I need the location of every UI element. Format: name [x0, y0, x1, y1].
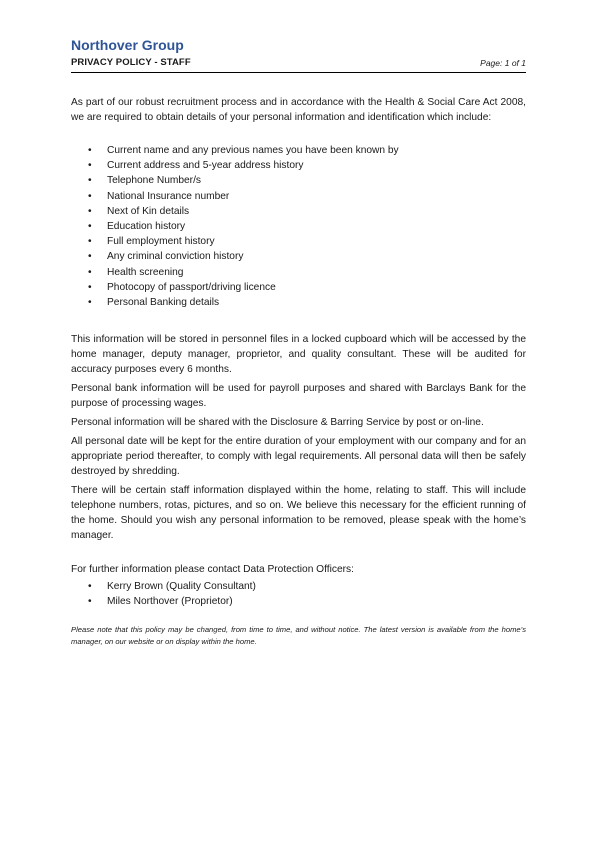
retention-paragraph: All personal date will be kept for the entire duration of your employment with our company and for an appropriate period thereafter, to comply with legal requirements. All personal data will then be safely destroyed by shredding. — [71, 436, 526, 478]
display-paragraph: There will be certain staff information displayed within the home, relating to staff. This will include telephone numbers, rotas, pictures, and so on. We believe this necessary for the efficient running of the home. Should you wish any personal information to be removed, please speak with the home’s manager. — [71, 485, 526, 542]
storage-paragraph: This information will be stored in personnel files in a locked cupboard which will be accessed by the home manager, deputy manager, proprietor, and quality consultant. These will be audited for accuracy purposes every 6 months. — [71, 334, 526, 376]
list-item: • Health screening — [71, 265, 526, 280]
intro-paragraph: As part of our robust recruitment process and in accordance with the Health & Social Care Act 2008, we are required to obtain details of your personal information and identification which include: — [71, 97, 526, 123]
list-item: • Education history — [71, 219, 526, 234]
contact-paragraph: For further information please contact Data Protection Officers: — [71, 564, 354, 576]
list-item: • Full employment history — [71, 234, 526, 249]
banking-paragraph: Personal bank information will be used for payroll purposes and shared with Barclays Bank for the purpose of processing wages. — [71, 383, 526, 410]
list-item: • Telephone Number/s — [71, 173, 526, 188]
document-page — [71, 37, 526, 655]
list-item: • Personal Banking details — [71, 295, 526, 310]
officer-item: • Miles Northover (Proprietor) — [71, 594, 526, 609]
list-item: • Current name and any previous names you have been known by — [71, 143, 526, 158]
document-title: PRIVACY POLICY - STAFF — [71, 57, 191, 68]
list-item: • National Insurance number — [71, 189, 526, 204]
officer-list — [71, 579, 526, 609]
company-name: Northover Group — [71, 37, 184, 53]
required-info-list — [71, 143, 526, 310]
dbs-paragraph: Personal information will be shared with the Disclosure & Barring Service by post or on-line. — [71, 417, 484, 429]
list-item: • Next of Kin details — [71, 204, 526, 219]
policy-note: Please note that this policy may be changed, from time to time, and without notice. The latest version is available from the home’s manager, on our website or on display within the home. — [71, 624, 526, 646]
list-item: • Any criminal conviction history — [71, 249, 526, 264]
page-number: Page: 1 of 1 — [480, 58, 526, 68]
list-item: • Photocopy of passport/driving licence — [71, 280, 526, 295]
officer-item: • Kerry Brown (Quality Consultant) — [71, 579, 526, 594]
document-header — [71, 57, 526, 73]
list-item: • Current address and 5-year address history — [71, 158, 526, 173]
